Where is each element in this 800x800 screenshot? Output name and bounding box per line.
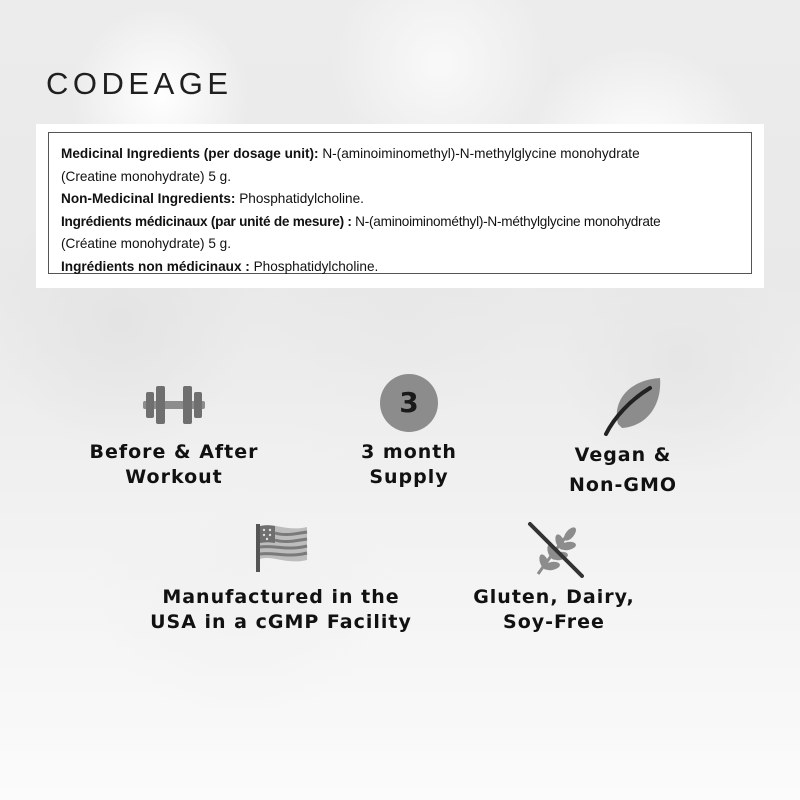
ingredient-text: (Créatine monohydrate) 5 g. bbox=[61, 236, 232, 251]
leaf-icon bbox=[600, 374, 664, 440]
feature-allergen-free bbox=[414, 585, 694, 635]
no-wheat-icon bbox=[524, 520, 588, 584]
feature-label: USA in a cGMP Facility bbox=[150, 611, 412, 633]
ingredient-line bbox=[61, 233, 741, 256]
ingredients-box bbox=[48, 132, 752, 274]
ingredient-line bbox=[61, 256, 741, 279]
number-3-badge-icon bbox=[380, 374, 438, 432]
feature-label: Manufactured in the bbox=[162, 586, 400, 608]
feature-vegan bbox=[483, 440, 763, 500]
ingredient-text: N-(aminoiminométhyl)-N-méthylglycine monohydrate bbox=[351, 213, 661, 229]
feature-label: Supply bbox=[369, 466, 449, 488]
ingredient-heading: Ingrédients non médicinaux : bbox=[61, 258, 250, 274]
feature-label: Workout bbox=[125, 466, 223, 488]
ingredient-line bbox=[61, 211, 741, 234]
ingredient-text: (Creatine monohydrate) 5 g. bbox=[61, 168, 232, 184]
feature-label: Vegan & bbox=[574, 444, 672, 466]
ingredient-line bbox=[61, 143, 741, 166]
ingredient-heading: Non-Medicinal Ingredients: bbox=[61, 191, 236, 206]
dumbbell-icon bbox=[143, 384, 205, 430]
ingredient-text: N-(aminoiminomethyl)-N-methylglycine monohydrate bbox=[318, 146, 640, 161]
feature-usa-made bbox=[141, 585, 421, 635]
ingredient-heading: Ingrédients médicinaux (par unité de mesure) : bbox=[61, 213, 352, 229]
ingredients-panel bbox=[36, 124, 764, 288]
ingredient-text: Phosphatidylcholine. bbox=[235, 191, 364, 206]
feature-label: Gluten, Dairy, bbox=[473, 586, 635, 608]
feature-label: Non-GMO bbox=[568, 474, 678, 496]
ingredient-text: Phosphatidylcholine. bbox=[249, 258, 379, 274]
feature-label: Before & After bbox=[89, 441, 259, 463]
ingredient-heading: Medicinal Ingredients (per dosage unit): bbox=[61, 146, 319, 161]
badge-number: 3 bbox=[399, 386, 419, 419]
brand-logo: CODEAGE bbox=[46, 66, 233, 101]
ingredient-line bbox=[61, 166, 741, 189]
usa-flag-icon bbox=[253, 522, 311, 578]
feature-label: Soy-Free bbox=[503, 611, 605, 633]
ingredient-line bbox=[61, 188, 741, 211]
feature-label: 3 month bbox=[361, 441, 457, 463]
